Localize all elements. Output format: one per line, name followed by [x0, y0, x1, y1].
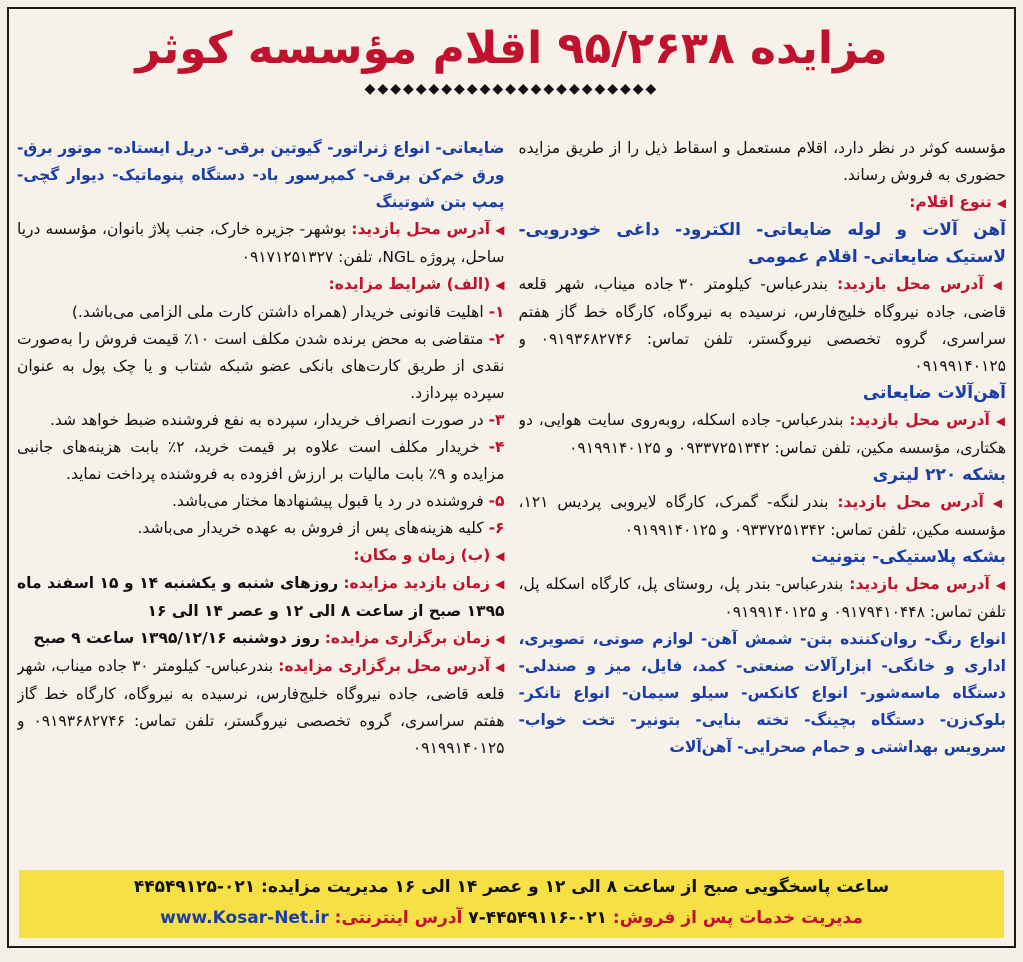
- hold-time-label: زمان برگزاری مزایده:: [324, 629, 491, 647]
- website-link[interactable]: www.Kosar-Net.ir: [160, 908, 329, 928]
- bullet-icon: ◀: [495, 577, 505, 591]
- condition-item: ۳- در صورت انصراف خریدار، سپرده به نفع فروشنده ضبط خواهد شد.: [49, 411, 505, 429]
- after-sales-phone: ۰۲۱-۴۴۵۴۹۱۱۶-۷: [468, 908, 607, 928]
- website-label: آدرس اینترنتی:: [334, 908, 463, 928]
- visit-address-4: بندرعباس- بندر پل، روستای پل، کارگاه اسکله پل، تلفن تماس: ۰۹۱۷۹۴۱۰۴۴۸ و ۰۹۱۹۹۱۴۰۱۲۵: [518, 575, 1006, 621]
- items-heading: تنوع اقلام:: [909, 193, 992, 211]
- hold-time: روز دوشنبه ۱۳۹۵/۱۲/۱۶ ساعت ۹ صبح: [33, 629, 320, 647]
- bullet-icon: ◀: [495, 632, 505, 646]
- items-group-1: آهن آلات و لوله ضایعاتی- الکترود- داغی خودرویی- لاستیک ضایعاتی- اقلام عمومی: [518, 220, 1006, 267]
- visit-label: آدرس محل بازدید:: [351, 220, 491, 238]
- visit-address-5: بوشهر- جزیره خارک، جنب پلاژ بانوان، مؤسسه دریا ساحل، پروژه NGL، تلفن: ۰۹۱۷۱۲۵۱۳۲۷: [17, 220, 505, 266]
- visit-label: آدرس محل بازدید:: [837, 275, 984, 293]
- right-column: [519, 135, 1007, 843]
- condition-item: ۵- فروشنده در رد یا قبول پیشنهادها مختار می‌باشد.: [171, 492, 505, 510]
- intro-text: مؤسسه کوثر در نظر دارد، اقلام مستعمل و اسقاط ذیل را از طریق مزایده حضوری به فروش رساند.: [518, 139, 1006, 184]
- hold-place: بندرعباس- کیلومتر ۳۰ جاده میناب، شهر قلعه قاضی، جاده نیروگاه خلیج‌فارس، نرسیده به نیروگاه، کارگاه خط گاز هفتم سراسری، گروه تخصصی نیروگستر، تلفن تماس: ۰۹۱۹۳۶۸۲۷۴۶ و ۰۹۱۹۹۱۴۰۱۲۵: [17, 657, 505, 757]
- items-group-5: انواع رنگ- روان‌کننده بتن- شمش آهن- لوازم صوتی، تصویری، اداری و خانگی- ابزارآلات صنعتی- کمد، فایل، میز و صندلی- دستگاه ماسه‌شور- انواع کانکس- سیلو سیمان- انواع تانکر- بلوک‌زن- دستگاه بچینگ- تخته بنایی- بتونیر- تخت خواب- سرویس بهداشتی و حمام صحرایی- آهن‌آلات: [518, 630, 1006, 756]
- visit-address-1: بندرعباس- کیلومتر ۳۰ جاده میناب، شهر قلعه قاضی، جاده نیروگاه خلیج‌فارس، نرسیده به نیروگاه، کارگاه خط گاز هفتم سراسری، گروه تخصصی نیروگستر، تلفن تماس: ۰۹۱۹۳۶۸۲۷۴۶ و ۰۹۱۹۹۱۴۰۱۲۵: [518, 275, 1006, 375]
- bullet-icon: ◀: [495, 223, 505, 237]
- left-column: [17, 135, 505, 843]
- visit-label: آدرس محل بازدید:: [849, 575, 990, 593]
- items-group-5-cont: ضایعاتی- انواع ژنراتور- گیوتین برقی- دریل ایستاده- موتور برق- ورق خم‌کن برقی- کمپرسور باد- دستگاه پنوماتیک- دیوار گچی- پمپ بتن شوتینگ: [17, 139, 505, 211]
- time-heading: (ب) زمان و مکان:: [353, 546, 491, 564]
- condition-item: ۲- متقاضی به محض برنده شدن مکلف است ۱۰٪ قیمت فروش را به‌صورت نقدی از طریق کارت‌های بانکی عضو شبکه شتاب و یا چک پول به عنوان سپرده بپردازد.: [17, 330, 505, 402]
- condition-item: ۶- کلیه هزینه‌های پس از فروش به عهده خریدار می‌باشد.: [137, 519, 505, 537]
- footer-line-1: ساعت پاسخگویی صبح از ساعت ۸ الی ۱۲ و عصر ۱۴ الی ۱۶ مدیریت مزایده: ۰۲۱-۴۴۵۴۹۱۲۵: [133, 877, 890, 897]
- divider: ◆◆◆◆◆◆◆◆◆◆◆◆◆◆◆◆◆◆◆◆◆◆◆: [364, 81, 659, 97]
- conditions-heading: (الف) شرایط مزایده:: [328, 275, 491, 293]
- bullet-icon: ◀: [495, 278, 505, 292]
- visit-label: آدرس محل بازدید:: [849, 411, 990, 429]
- visit-label: آدرس محل بازدید:: [837, 493, 984, 511]
- bullet-icon: ◀: [495, 549, 505, 563]
- items-group-2: آهن‌آلات ضایعاتی: [862, 383, 1006, 403]
- bullet-icon: ◀: [992, 278, 1006, 292]
- auction-notice: [7, 7, 1016, 948]
- hold-place-label: آدرس محل برگزاری مزایده:: [278, 657, 491, 675]
- condition-item: ۴- خریدار مکلف است علاوه بر قیمت خرید، ۲٪ بابت هزینه‌های جانبی مزایده و ۹٪ بابت مالیات بر ارزش افزوده به فروشنده پرداخت نماید.: [17, 438, 505, 483]
- bullet-icon: ◀: [996, 196, 1006, 210]
- condition-item: ۱- اهلیت قانونی خریدار (همراه داشتن کارت ملی الزامی می‌باشد.): [71, 303, 505, 321]
- bullet-icon: ◀: [992, 496, 1006, 510]
- visit-address-2: بندرعباس- جاده اسکله، روبه‌روی سایت هوایی، دو هکتاری، مؤسسه مکین، تلفن تماس: ۰۹۳۳۷۲۵۱۳۴۲ و ۰۹۱۹۹۱۴۰۱۲۵: [518, 411, 1006, 457]
- contact-footer: [19, 870, 1004, 938]
- visit-address-3: بندر لنگه- گمرک، کارگاه لایروبی پردیس ۱۲۱، مؤسسه مکین، تلفن تماس: ۰۹۳۳۷۲۵۱۳۴۲ و ۰۹۱۹۹۱۴۰۱۲۵: [518, 493, 1006, 539]
- bullet-icon: ◀: [495, 660, 505, 674]
- bullet-icon: ◀: [995, 578, 1006, 592]
- after-sales-label: مدیریت خدمات پس از فروش:: [612, 908, 863, 928]
- bullet-icon: ◀: [995, 414, 1006, 428]
- items-group-4: بشکه پلاستیکی- بتونیت: [810, 547, 1006, 567]
- visit-time-label: زمان بازدید مزایده:: [343, 574, 490, 592]
- notice-title: مزایده ۹۵/۲۶۳۸ اقلام مؤسسه کوثر: [135, 23, 888, 74]
- visit-time: روزهای شنبه و یکشنبه ۱۴ و ۱۵ اسفند ماه ۱۳۹۵ صبح از ساعت ۸ الی ۱۲ و عصر ۱۴ الی ۱۶: [17, 574, 505, 620]
- items-group-3: بشکه ۲۲۰ لیتری: [872, 465, 1006, 485]
